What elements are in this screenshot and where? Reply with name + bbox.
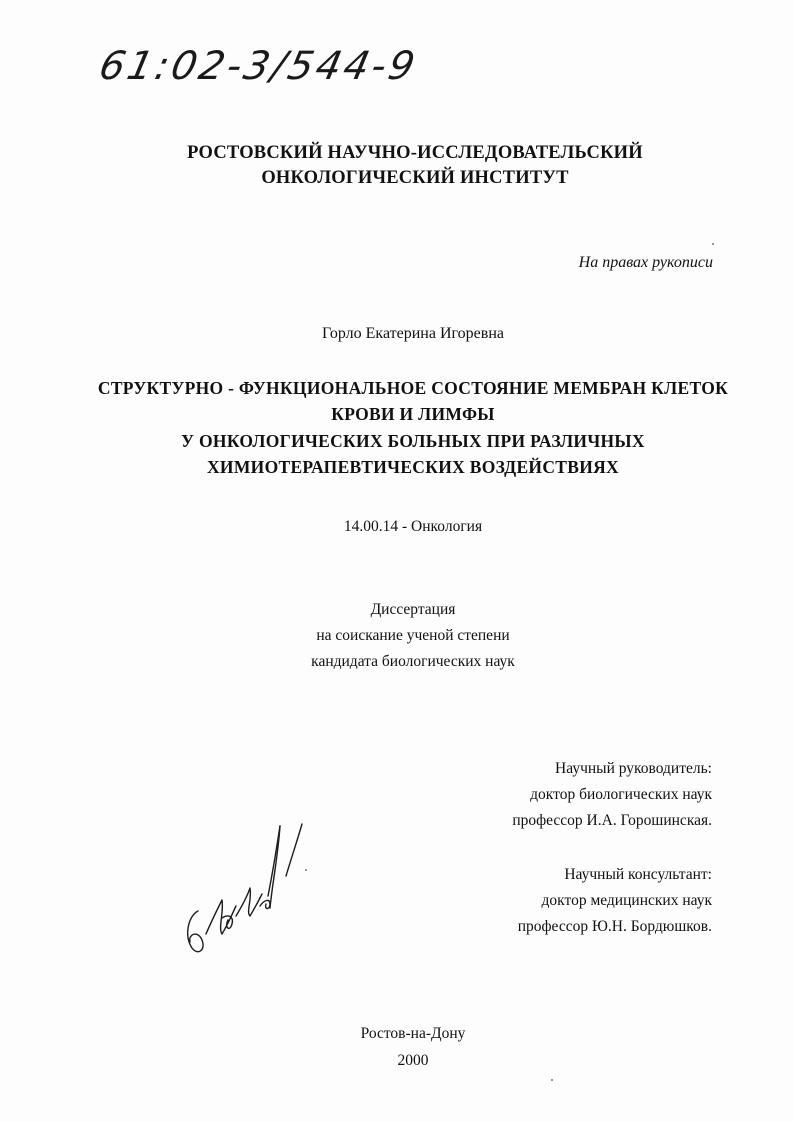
institute-name-line-1: РОСТОВСКИЙ НАУЧНО-ИССЛЕДОВАТЕЛЬСКИЙ — [187, 143, 643, 163]
dissertation-degree-line: на соискание ученой степени — [316, 627, 510, 644]
thesis-title-line: СТРУКТУРНО - ФУНКЦИОНАЛЬНОЕ СОСТОЯНИЕ МЕМБРАН КЛЕТОК — [97, 378, 729, 398]
author-name: Горло Екатерина Игоревна — [322, 325, 504, 342]
scan-speck — [712, 243, 714, 245]
year: 2000 — [397, 1052, 429, 1069]
supervisor-name: профессор И.А. Горошинская. — [512, 812, 712, 829]
dissertation-label: Диссертация — [370, 601, 456, 618]
city: Ростов-на-Дону — [360, 1025, 466, 1042]
consultant-degree: доктор медицинских наук — [541, 892, 712, 909]
consultant-role: Научный консультант: — [564, 866, 712, 883]
supervisor-degree: доктор биологических наук — [530, 786, 712, 803]
scan-speck — [305, 869, 307, 871]
speciality-code: 14.00.14 - Онкология — [343, 518, 483, 535]
handwritten-signature — [178, 816, 318, 966]
consultant-name: профессор Ю.Н. Бордюшков. — [517, 918, 712, 935]
supervisor-role: Научный руководитель: — [555, 760, 712, 777]
thesis-title-line: ХИМИОТЕРАПЕВТИЧЕСКИХ ВОЗДЕЙСТВИЯХ — [206, 457, 619, 477]
thesis-title-line: У ОНКОЛОГИЧЕСКИХ БОЛЬНЫХ ПРИ РАЗЛИЧНЫХ — [181, 431, 645, 451]
manuscript-rights-note: На правах рукописи — [578, 254, 713, 271]
thesis-title-line: КРОВИ И ЛИМФЫ — [331, 404, 495, 424]
archive-code: 61:02-3/544-9 — [95, 44, 422, 89]
scan-speck — [551, 1079, 553, 1081]
institute-name-line-2: ОНКОЛОГИЧЕСКИЙ ИНСТИТУТ — [261, 168, 569, 188]
dissertation-degree-line: кандидата биологических наук — [311, 653, 515, 670]
